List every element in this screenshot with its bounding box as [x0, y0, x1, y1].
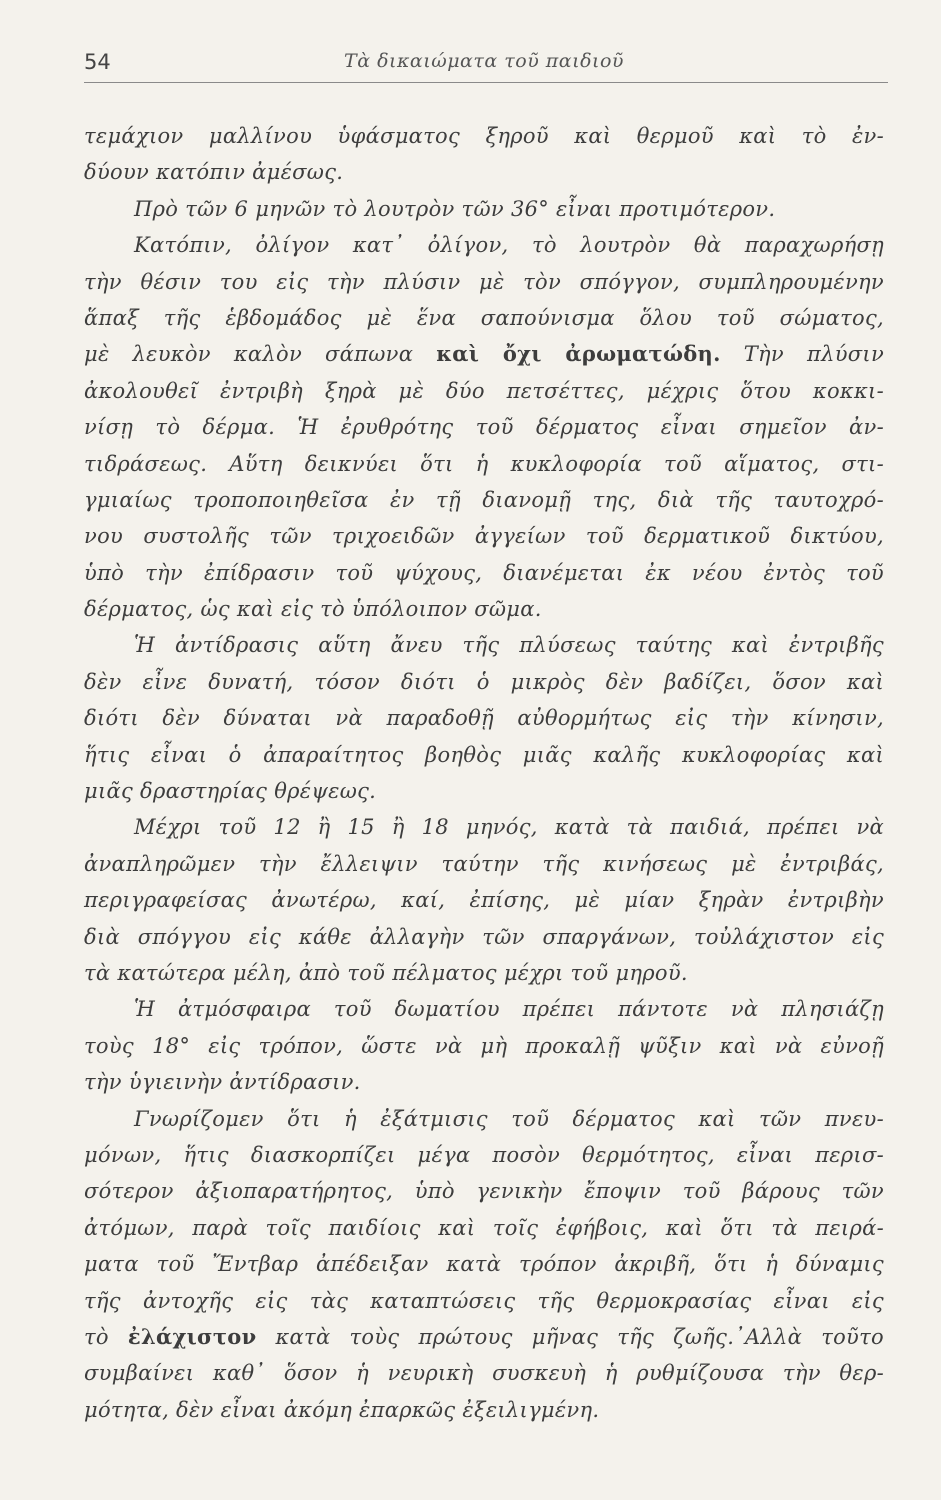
- running-title: Τὰ δικαιώματα τοῦ παιδιοῦ: [344, 50, 624, 72]
- text-line: [84, 336, 884, 372]
- text-line: Ἡ ἀντίδρασις αὕτη ἄνευ τῆς πλύσεως ταύτης καὶ ἐντριβῆς: [134, 633, 884, 658]
- text-line: ἀναπληρῶμεν τὴν ἔλλειψιν ταύτην τῆς κινήσεως μὲ ἐντριβάς,: [84, 851, 884, 876]
- text-line: δύουν κατόπιν ἀμέσως.: [84, 160, 344, 185]
- page-number: 54: [84, 50, 111, 74]
- text-line: [84, 1319, 884, 1355]
- text-line: ὑπὸ τὴν ἐπίδρασιν τοῦ ψύχους, διανέμεται ἐκ νέου ἐντὸς τοῦ: [84, 560, 884, 585]
- text-line: μόνων, ἥτις διασκορπίζει μέγα ποσὸν θερμότητος, εἶναι περισ-: [84, 1142, 884, 1167]
- text-line: ἀτόμων, παρὰ τοῖς παιδίοις καὶ τοῖς ἐφήβοις, καὶ ὅτι τὰ πειρά-: [84, 1215, 884, 1240]
- text-line: τῆς ἀντοχῆς εἰς τὰς καταπτώσεις τῆς θερμοκρασίας εἶναι εἰς: [84, 1288, 884, 1313]
- text-line: ἀκολουθεῖ ἐντριβὴ ξηρὰ μὲ δύο πετσέττες, μέχρις ὅτου κοκκι-: [84, 378, 884, 403]
- text-line: μιᾶς δραστηρίας θρέψεως.: [84, 779, 377, 804]
- text-line: Ἡ ἀτμόσφαιρα τοῦ δωματίου πρέπει πάντοτε νὰ πλησιάζῃ: [134, 997, 884, 1022]
- text-line: διότι δὲν δύναται νὰ παραδοθῇ αὐθορμήτως εἰς τὴν κίνησιν,: [84, 706, 884, 731]
- text-line: τεμάχιον μαλλίνου ὑφάσματος ξηροῦ καὶ θερμοῦ καὶ τὸ ἐν-: [84, 124, 884, 148]
- text-line: τιδράσεως. Αὕτη δεικνύει ὅτι ἡ κυκλοφορία τοῦ αἵματος, στι-: [84, 451, 884, 476]
- text-line: σότερον ἀξιοπαρατήρητος, ὑπὸ γενικὴν ἔποψιν τοῦ βάρους τῶν: [84, 1179, 884, 1204]
- text-run: μὲ λευκὸν καλὸν σάπωνα: [84, 342, 437, 367]
- text-line: τὴν ὑγιεινὴν ἀντίδρασιν.: [84, 1070, 361, 1095]
- text-line: τὰ κατώτερα μέλη, ἀπὸ τοῦ πέλματος μέχρι τοῦ μηροῦ.: [84, 960, 688, 985]
- text-line: νου συστολῆς τῶν τριχοειδῶν ἀγγείων τοῦ δερματικοῦ δικτύου,: [84, 524, 884, 549]
- text-run: τὸ: [84, 1324, 128, 1349]
- body-text: [84, 118, 884, 1428]
- header-rule: [84, 82, 888, 83]
- text-line: Γνωρίζομεν ὅτι ἡ ἐξάτμισις τοῦ δέρματος καὶ τῶν πνευ-: [134, 1106, 884, 1131]
- text-line: Μέχρι τοῦ 12 ἢ 15 ἢ 18 μηνός, κατὰ τὰ παιδιά, πρέπει νὰ: [134, 815, 884, 840]
- text-line: γμιαίως τροποποιηθεῖσα ἐν τῇ διανομῇ της, διὰ τῆς ταυτοχρό-: [84, 487, 884, 512]
- page-header: [84, 50, 884, 90]
- text-line: δέρματος, ὡς καὶ εἰς τὸ ὑπόλοιπον σῶμα.: [84, 597, 542, 622]
- text-line: τὴν θέσιν του εἰς τὴν πλύσιν μὲ τὸν σπόγγον, συμπληρουμένην: [84, 269, 884, 294]
- text-line: νίσῃ τὸ δέρμα. Ἡ ἐρυθρότης τοῦ δέρματος εἶναι σημεῖον ἀν-: [84, 415, 884, 440]
- text-line: Κατόπιν, ὀλίγον κατ᾽ ὀλίγον, τὸ λουτρὸν θὰ παραχωρήσῃ: [134, 233, 884, 258]
- text-line: ἅπαξ τῆς ἑβδομάδος μὲ ἕνα σαπούνισμα ὅλου τοῦ σώματος,: [84, 305, 884, 330]
- text-line: Πρὸ τῶν 6 μηνῶν τὸ λουτρὸν τῶν 36° εἶναι προτιμότερον.: [134, 196, 776, 221]
- bold-phrase: ἐλάχιστον: [127, 1323, 257, 1349]
- text-line: ματα τοῦ Ἔντβαρ ἀπέδειξαν κατὰ τρόπον ἀκριβῆ, ὅτι ἡ δύναμις: [84, 1252, 884, 1277]
- text-line: συμβαίνει καθ᾽ ὅσον ἡ νευρικὴ συσκευὴ ἡ ρυθμίζουσα τὴν θερ-: [84, 1361, 884, 1386]
- text-line: ἥτις εἶναι ὁ ἀπαραίτητος βοηθὸς μιᾶς καλῆς κυκλοφορίας καὶ: [84, 742, 884, 767]
- text-line: διὰ σπόγγου εἰς κάθε ἀλλαγὴν τῶν σπαργάνων, τοὐλάχιστον εἰς: [84, 924, 884, 949]
- text-run: κατὰ τοὺς πρώτους μῆνας τῆς ζωῆς.᾽Αλλὰ τοῦτο: [256, 1324, 884, 1349]
- text-line: τοὺς 18° εἰς τρόπον, ὥστε νὰ μὴ προκαλῇ ψῦξιν καὶ νὰ εὐνοῇ: [84, 1033, 884, 1058]
- text-line: μότητα, δὲν εἶναι ἀκόμη ἐπαρκῶς ἐξειλιγμένη.: [84, 1397, 600, 1422]
- text-line: περιγραφείσας ἀνωτέρω, καί, ἐπίσης, μὲ μίαν ξηρὰν ἐντριβὴν: [84, 888, 884, 913]
- text-line: δὲν εἶνε δυνατή, τόσον διότι ὁ μικρὸς δὲν βαδίζει, ὅσον καὶ: [84, 669, 884, 694]
- bold-phrase: καὶ ὄχι ἀρωματώδη.: [436, 341, 721, 367]
- text-run: Τὴν πλύσιν: [720, 342, 885, 367]
